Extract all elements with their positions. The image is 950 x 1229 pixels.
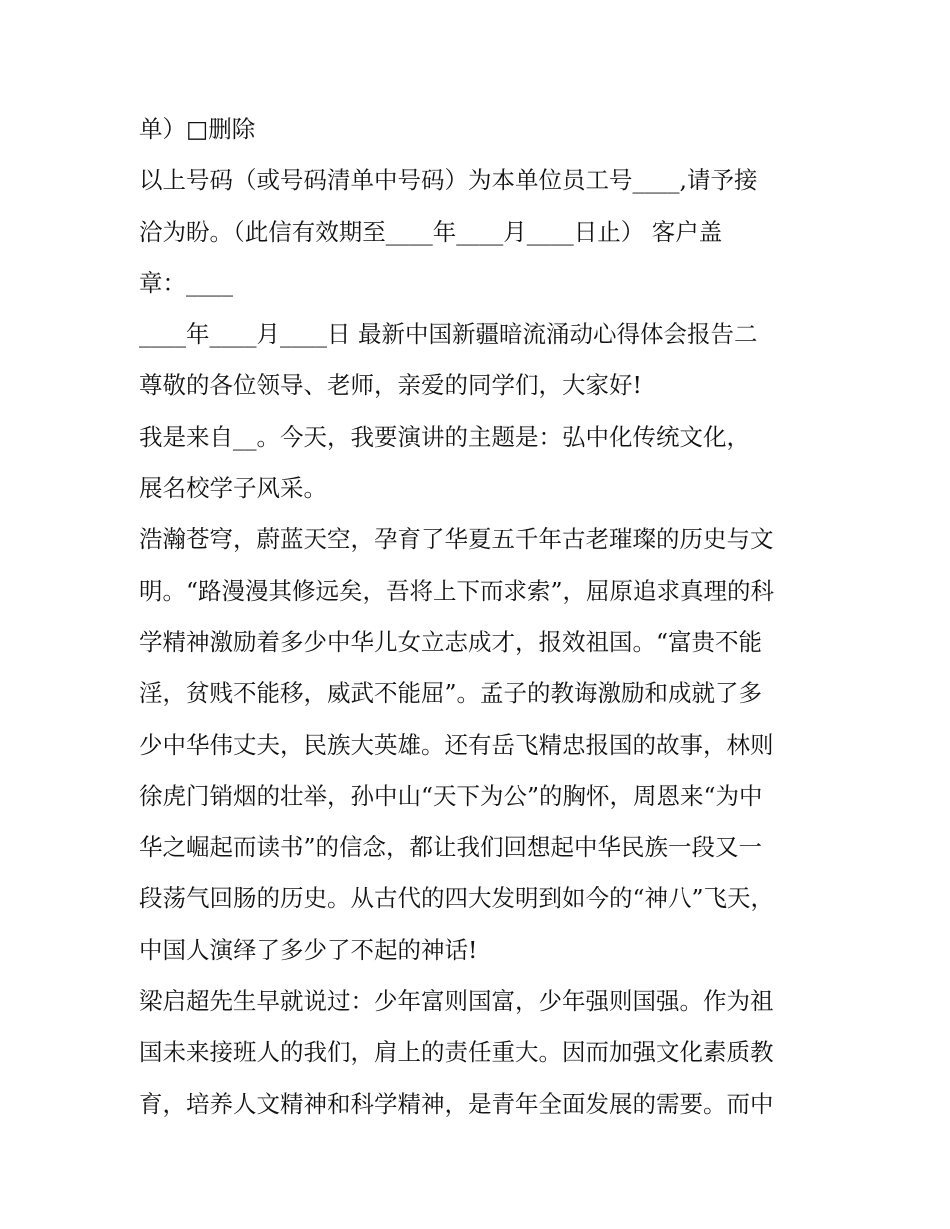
text-line: 淫，贫贱不能移，威武不能屈”。孟子的教诲激励和成就了多: [139, 679, 763, 708]
text-line: 洽为盼。（此信有效期至____年____月____日止） 客户盖: [139, 217, 723, 246]
text-line: 梁启超先生早就说过：少年富则国富，少年强则国强。作为祖: [139, 987, 774, 1016]
text-line: 我是来自__。今天，我要演讲的主题是：弘中化传统文化，: [139, 422, 750, 451]
document-body: [139, 104, 819, 1130]
text-line: 以上号码（或号码清单中号码）为本单位员工号____,请予接: [139, 166, 758, 195]
text-line: 尊敬的各位领导、老师，亲爱的同学们，大家好!: [139, 371, 642, 400]
text-line: 单）□删除: [139, 115, 256, 143]
text-line: 国未来接班人的我们，肩上的责任重大。因而加强文化素质教: [139, 1038, 774, 1067]
text-line: 华之崛起而读书”的信念，都让我们回想起中华民族一段又一: [139, 833, 763, 862]
text-line: 浩瀚苍穹，蔚蓝天空，孕育了华夏五千年古老璀璨的历史与文: [139, 525, 774, 554]
text-line: 章：____: [139, 268, 233, 297]
text-line: 少中华伟丈夫，民族大英雄。还有岳飞精忠报国的故事，林则: [139, 730, 774, 759]
text-line: 段荡气回肠的历史。从古代的四大发明到如今的“神八”飞天，: [139, 884, 775, 913]
text-line: 学精神激励着多少中华儿女立志成才，报效祖国。“富贵不能: [139, 627, 763, 656]
text-line: 明。“路漫漫其修远矣，吾将上下而求索”，屈原追求真理的科: [139, 576, 775, 605]
text-line: 徐虎门销烟的壮举，孙中山“天下为公”的胸怀，周恩来“为中: [139, 781, 763, 810]
text-line: 展名校学子风采。: [139, 474, 327, 503]
text-line: ____年____月____日 最新中国新疆暗流涌动心得体会报告二: [139, 320, 758, 349]
text-line: 中国人演绎了多少了不起的神话!: [139, 935, 478, 964]
text-line: 育，培养人文精神和科学精神，是青年全面发展的需要。而中: [139, 1089, 774, 1118]
